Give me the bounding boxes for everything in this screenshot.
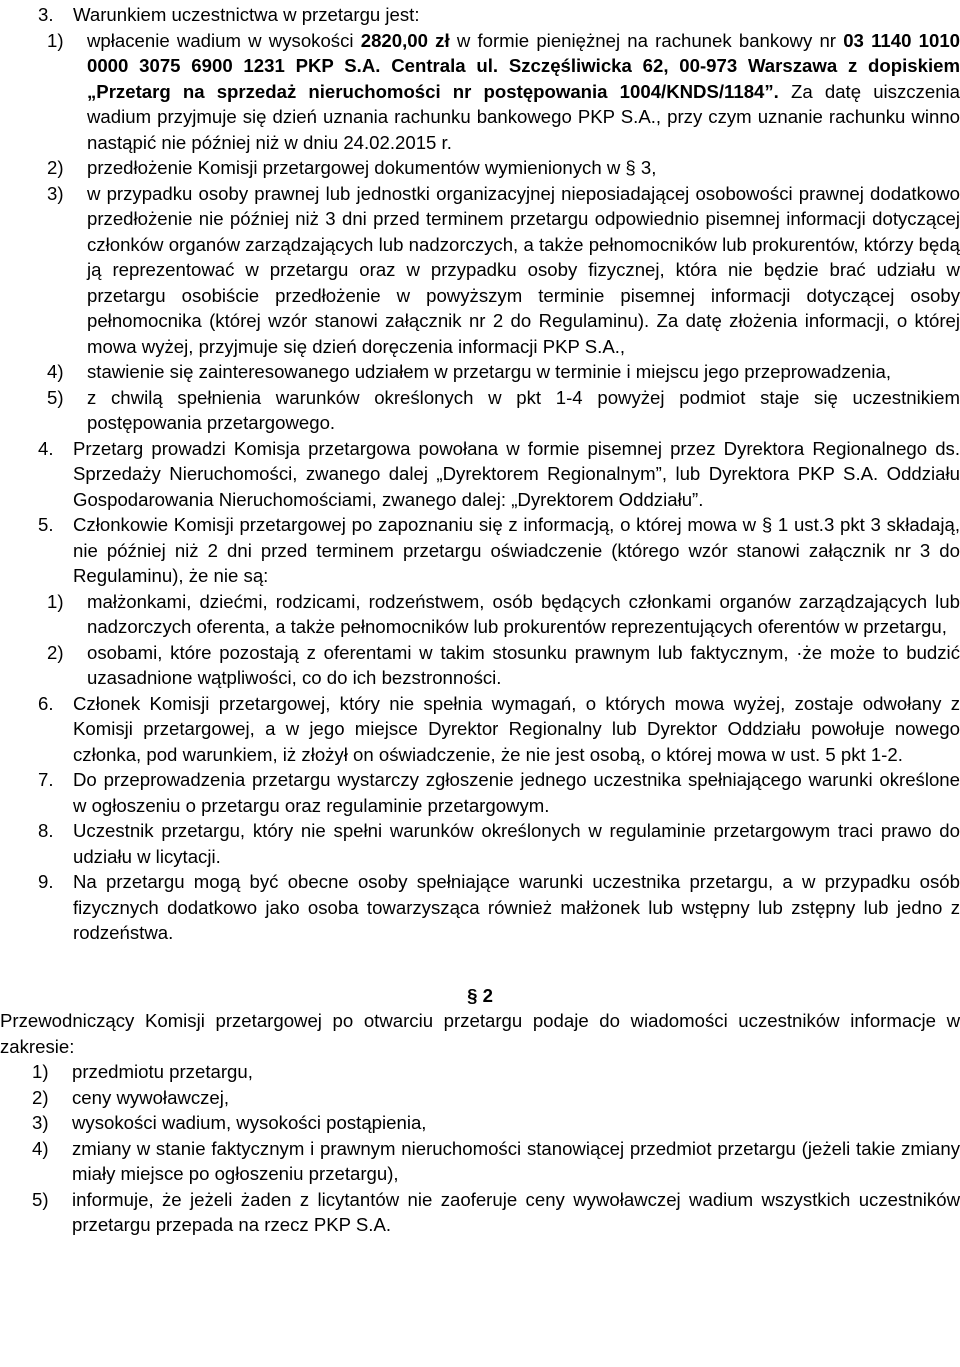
item-text: Przetarg prowadzi Komisja przetargowa powołana w formie pisemnej przez Dyrektora Regionalnego ds. Sprzedaży Nieruchomości, zwanego dalej „Dyrektorem Regionalnym”, lub Dyrektora PKP S.A. Oddziału Gospodarowania Nieruchomościami, zwanego dalej: „Dyrektorem Oddziału”.: [73, 437, 960, 510]
subitem-5-2: [47, 640, 960, 691]
subitem-3-1: [47, 28, 960, 156]
section-number: 2: [482, 984, 493, 1006]
item-3: [38, 2, 960, 436]
subitem-number: 2): [47, 157, 64, 178]
section-intro: Przewodniczący Komisji przetargowej po otwarciu przetargu podaje do wiadomości uczestników informacje w zakresie:: [0, 1010, 960, 1057]
list-text: informuje, że jeżeli żaden z licytantów nie zaoferuje ceny wywoławczej wadium wszystkich uczestników przetargu przepada na rzecz PKP S.A.: [72, 1188, 960, 1235]
subitem-3-5: [47, 385, 960, 436]
subitem-number: 1): [47, 590, 64, 612]
item-number: 3.: [38, 4, 54, 25]
subitem-text: małżonkami, dziećmi, rodzicami, rodzeństwem, osób będących członkami organów zarządzających lub nadzorczych oferenta, a także pełnomocników lub prokurentów reprezentujących oferentów w przetargu,: [87, 590, 960, 637]
paragraph-sign: §: [467, 984, 478, 1006]
item-7: [38, 767, 960, 818]
subitem-number: 3): [47, 182, 64, 204]
subitem-3-4: [47, 359, 960, 385]
subitem-text: w przypadku osoby prawnej lub jednostki organizacyjnej nieposiadającej osobowości prawnej dodatkowo przedłożenie nie później niż 3 dni przed terminem przetargu odpowiednio pisemnej informacji dotyczącej członków organów zarządzających lub nadzorczych, a także pełnomocników lub prokurentów, którzy będą ją reprezentować w przetargu oraz w przypadku osoby fizycznej, która nie będzie brać udziału w przetargu osobiście przedłożenie w powyższym terminie pisemnej informacji dotyczącej osoby pełnomocnika (której wzór stanowi załącznik nr 2 do Regulaminu). Za datę złożenia informacji, o której mowa wyżej, przyjmuje się dzień doręczenia informacji PKP S.A.,: [87, 182, 960, 357]
subitem-number: 1): [47, 29, 64, 51]
item-5: [38, 512, 960, 691]
subitem-number: 5): [47, 386, 64, 408]
section-list-item-3: [32, 1110, 960, 1136]
item-intro: Członkowie Komisji przetargowej po zapoznaniu się z informacją, o której mowa w § 1 ust.3 pkt 3 składają, nie później niż 2 dni przed terminem przetargu oświadczenie (którego wzór stanowi załącznik nr 3 do Regulaminu), że nie są:: [73, 514, 960, 586]
list-text: ceny wywoławczej,: [72, 1086, 230, 1108]
list-number: 3): [32, 1112, 49, 1133]
subitem-3-2: [47, 155, 960, 181]
item-4: [38, 436, 960, 513]
subitem-text: z chwilą spełnienia warunków określonych w pkt 1-4 powyżej podmiot staje się uczestnikiem postępowania przetargowego.: [87, 386, 960, 433]
text-fragment: w formie pieniężnej na rachunek bankowy nr: [449, 29, 844, 51]
item-intro: Warunkiem uczestnictwa w przetargu jest:: [73, 4, 420, 25]
item-text: Na przetargu mogą być obecne osoby spełniające warunki uczestnika przetargu, a w przypadku osób fizycznych dodatkowo jako osoba towarzysząca również małżonek lub wstępny lub zstępny lub jedno z rodzeństwa.: [73, 871, 960, 943]
subitem-text: [87, 28, 960, 156]
item-text: Członek Komisji przetargowej, który nie spełnia wymagań, o których mowa wyżej, zostaje odwołany z Komisji przetargowej, a w jego miejsce Dyrektor Regionalny lub Dyrektor Oddziału powołuje nowego członka, pod warunkiem, iż złożył on oświadczenie, że nie jest osobą, o której mowa w ust. 5 pkt 1-2.: [73, 692, 960, 765]
subitem-3-3: [47, 181, 960, 360]
list-number: 5): [32, 1188, 49, 1210]
subitem-text: stawienie się zainteresowanego udziałem w przetargu w terminie i miejscu jego przeprowadzenia,: [87, 361, 892, 382]
item-number: 6.: [38, 692, 54, 714]
subitem-number: 4): [47, 361, 64, 382]
subitem-text: osobami, które pozostają z oferentami w takim stosunku prawnym lub faktycznym, ·że może to budzić uzasadnione wątpliwości, co do ich bezstronności.: [87, 641, 960, 688]
section-list-item-4: [32, 1136, 960, 1187]
item-number: 9.: [38, 871, 54, 892]
section-heading: [0, 983, 960, 1009]
list-text: zmiany w stanie faktycznym i prawnym nieruchomości stanowiącej przedmiot przetargu (jeżeli takie zmiany miały miejsce po ogłoszeniu przetargu),: [72, 1137, 960, 1184]
item-number: 5.: [38, 514, 54, 535]
section-list-item-2: [32, 1085, 960, 1111]
text-fragment: wpłacenie wadium w wysokości: [87, 29, 361, 51]
subitem-5-1: [47, 589, 960, 640]
subitem-number: 2): [47, 641, 64, 663]
account-bold: 03 1140 1010 0000 3075 6900 1231 PKP S.A. Centrala ul. Szczęśliwicka 62, 00-973 Warszawa z dopiskiem „Przetarg na sprzedaż nieruchomości nr postępowania 1004/KNDS/1184”.: [87, 29, 960, 102]
list-text: przedmiotu przetargu,: [72, 1061, 253, 1082]
list-number: 2): [32, 1086, 49, 1108]
item-8: [38, 818, 960, 869]
text-fragment: Za datę uiszczenia wadium przyjmuje się dzień uznania rachunku bankowego PKP S.A., przy czym uznanie rachunku winno nastąpić nie później niż w dniu 24.02.2015 r.: [87, 80, 960, 153]
section-list-item-5: [32, 1187, 960, 1238]
subitem-text: przedłożenie Komisji przetargowej dokumentów wymienionych w § 3,: [87, 157, 657, 178]
item-text: Uczestnik przetargu, który nie spełni warunków określonych w regulaminie przetargowym traci prawo do udziału w licytacji.: [73, 820, 960, 867]
item-number: 7.: [38, 769, 54, 790]
list-number: 1): [32, 1061, 49, 1082]
item-9: [38, 869, 960, 946]
amount-bold: 2820,00 zł: [360, 29, 450, 51]
item-6: [38, 691, 960, 768]
item-text: Do przeprowadzenia przetargu wystarczy zgłoszenie jednego uczestnika spełniającego warunki określone w ogłoszeniu o przetargu oraz regulaminie przetargowym.: [73, 769, 960, 816]
list-text: wysokości wadium, wysokości postąpienia,: [72, 1112, 427, 1133]
item-number: 4.: [38, 437, 54, 459]
item-number: 8.: [38, 820, 54, 841]
section-list-item-1: [32, 1059, 960, 1085]
list-number: 4): [32, 1137, 49, 1159]
